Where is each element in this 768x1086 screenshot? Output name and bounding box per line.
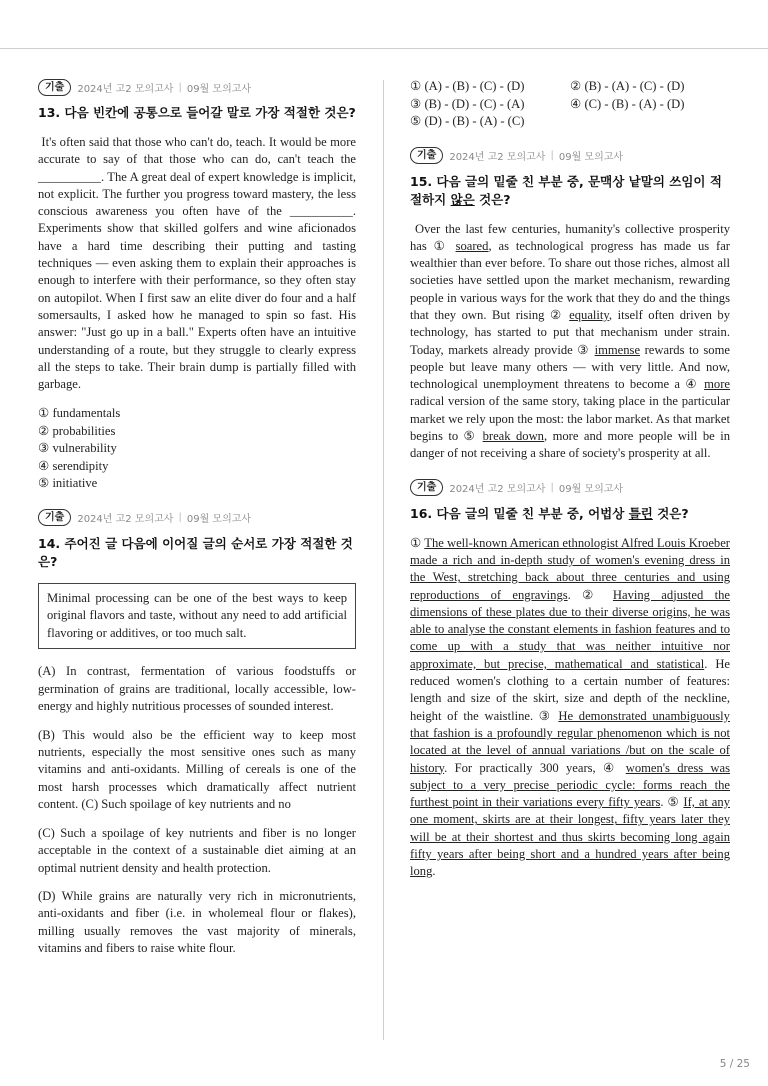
passage-part: rewards to some people but leave many others — with very little. And now, technological unemployment threatens to become a ④ (410, 342, 730, 392)
past-exam-badge: 기출 (410, 479, 443, 496)
question-title: 13. 다음 빈칸에 공통으로 들어갈 말로 가장 적절한 것은? (38, 105, 356, 120)
column-divider (383, 80, 384, 1040)
paragraph-c: (C) Such a spoilage of key nutrients and fiber is no longer acceptable in the context of a sustainable diet aiming at an optimal nutrient density and health protection. (38, 825, 356, 875)
option-1[interactable]: ① (A) - (B) - (C) - (D) (410, 79, 525, 93)
right-column (410, 78, 730, 897)
passage-part: . The A great deal of expert knowledge is implicit, not explicit. The further you progress toward mastery, the less conscious awareness you often have of the (38, 169, 356, 219)
question-tag (410, 147, 730, 165)
underlined-word-4: more (704, 377, 730, 392)
paragraph-b: (B) This would also be the efficient way to keep most nutrients, especially the most sensitive ones such as many vitamins and anti-oxidants. Milling of cereals is one of the most harsh processes which dramatically affect nutrient content. (C) Such spoilage of key nutrients and no (38, 727, 356, 812)
exam-year: 2024년 고2 모의고사 (77, 514, 174, 526)
option-4[interactable]: ④ (C) - (B) - (A) - (D) (570, 96, 685, 111)
passage (410, 221, 730, 463)
tag-separator: | (550, 482, 554, 494)
left-column (38, 78, 356, 974)
option-5[interactable]: ⑤ initiative (38, 476, 98, 491)
header-rule (0, 48, 768, 49)
blank: __________ (38, 169, 101, 184)
passage-part: It's often said that those who can't do, teach. It would be more accurate to say of that those who can do, can't teach the (38, 135, 356, 167)
answer-options (38, 405, 356, 493)
question-tag (38, 78, 356, 96)
page-number: 5 / 25 (719, 1058, 750, 1070)
tag-separator: | (550, 150, 554, 161)
underlined-part-4: women's dress was subject to a very precise periodic cycle: forms reach the furthest point in their variations every fifty years (410, 760, 731, 810)
passage-part: . (432, 864, 436, 879)
passage-part: . ⑤ (660, 795, 684, 810)
title-text: 16. 다음 글의 밑줄 친 부분 중, 어법상 (410, 505, 629, 521)
question-13 (38, 78, 356, 493)
exam-month: 09월 모의고사 (186, 83, 252, 95)
passage (38, 134, 356, 393)
exam-month: 09월 모의고사 (186, 514, 252, 526)
question-title (410, 173, 730, 209)
option-4[interactable]: ④ serendipity (38, 458, 109, 473)
marker: ① (410, 535, 425, 550)
blank: __________ (289, 204, 353, 219)
passage-part: . Experiments show that skilled golfers and wine aficionados have a hard time describing their putting and tasting techniques — even asking them to explain their approaches is enough to interfere with their performance, so they often stay on autopilot. When I first saw an elite diver do four and a half somersaults, I asked how he managed to spin so fast. His answer: "Just go up in a ball." Experts often have an intuitive understanding of a route, but they struggle to clearly express all the steps to take. Their brain dump is partially filled with garbage. (38, 204, 356, 392)
title-emphasis: 않은 (450, 191, 475, 207)
answer-options (410, 78, 730, 131)
given-sentence-box: Minimal processing can be one of the best ways to keep original flavors and taste, without any need to add artificial flavoring or additives, or too much salt. (38, 583, 356, 650)
tag-separator: | (178, 512, 182, 524)
exam-month: 09월 모의고사 (558, 484, 624, 496)
underlined-word-2: equality (569, 307, 609, 322)
underlined-word-3: immense (594, 342, 641, 357)
question-title (410, 505, 730, 523)
exam-year: 2024년 고2 모의고사 (449, 152, 546, 163)
underlined-part-3: He demonstrated unambiguously that fashion is a profoundly regular phenomenon which is not located at the level of annual variations /but on the scale of history (410, 708, 730, 775)
question-title: 14. 주어진 글 다음에 이어질 글의 순서로 가장 적절한 것은? (38, 535, 353, 569)
tag-separator: | (178, 81, 182, 93)
exam-year: 2024년 고2 모의고사 (77, 83, 174, 95)
passage-part: . For practically 300 years, ④ (444, 760, 626, 775)
option-1[interactable]: ① fundamentals (38, 406, 121, 421)
option-2[interactable]: ② probabilities (38, 423, 116, 438)
question-16 (410, 479, 730, 881)
question-14 (38, 509, 356, 958)
title-emphasis: 틀린 (628, 505, 653, 521)
passage-part: . ② (567, 587, 613, 602)
title-text: 것은? (474, 191, 511, 207)
question-14-options (410, 78, 730, 131)
question-tag (38, 509, 356, 527)
underlined-part-2: Having adjusted the dimensions of these plates due to their diverse origins, he was able to analyse the constant elements in fashion features and to come up with a study that was neither intuitive nor approximate, but precise, mathematical and statistical (410, 587, 730, 671)
passage-part: , itself often driven by technology, has started to put that mechanism under strain. Today, markets already provide ③ (410, 307, 731, 357)
passage-part: . He reduced women's clothing to a certain number of features: length and size of the skirt, size and depth of the neckline, height of the waistline. ③ (410, 656, 730, 723)
past-exam-badge: 기출 (38, 509, 71, 526)
exam-month: 09월 모의고사 (558, 152, 624, 163)
passage (410, 535, 730, 881)
past-exam-badge: 기출 (38, 79, 71, 96)
underlined-part-5: If, at any one moment, skirts are at their longest, fifty years later they will be at their shortest and thus skirts becoming long again fifty years after being short and a hundred years after being long (410, 795, 730, 879)
option-2[interactable]: ② (B) - (A) - (C) - (D) (570, 79, 685, 93)
option-3[interactable]: ③ (B) - (D) - (C) - (A) (410, 96, 525, 111)
passage-part: , more and more people will be in danger of not receiving a share of society's prosperity at all. (410, 429, 730, 461)
question-15 (410, 147, 730, 463)
passage-part: Over the last few centuries, humanity's collective prosperity has ① (410, 221, 730, 253)
passage-part: radical version of the same story, taking place in the particular market we rely upon the most: the labor market. As that market begins to ⑤ (410, 394, 730, 444)
paragraph-d: (D) While grains are naturally very rich in micronutrients, anti-oxidants and fiber (i.e. in wholemeal flour or flakes), milling usually removes the vast majority of minerals, vitamins and fibers to raise white flour. (38, 888, 356, 956)
passage-part: , as technological progress has made us far wealthier than ever before. To share out those riches, almost all societies have settled upon the market mechanism, rewarding people in various ways for the work that they do and the things that they own. But rising ② (410, 238, 730, 322)
option-5[interactable]: ⑤ (D) - (B) - (A) - (C) (410, 114, 525, 128)
question-tag (410, 479, 730, 497)
past-exam-badge: 기출 (410, 147, 443, 164)
exam-year: 2024년 고2 모의고사 (449, 484, 546, 496)
underlined-word-5: break down (482, 429, 544, 444)
option-3[interactable]: ③ vulnerability (38, 441, 117, 456)
paragraph-a: (A) In contrast, fermentation of various foodstuffs or germination of grains are traditional, locally accessible, low-energy and highly nutritious processes of sounded interest. (38, 664, 356, 714)
title-text: 것은? (652, 505, 689, 521)
underlined-part-1: The well-known American ethnologist Alfred Louis Kroeber made a rich and in-depth study of women's evening dress in the West, stretching back about three centuries and using reproductions of engravings (410, 535, 731, 602)
title-text: 15. 다음 글의 밑줄 친 부분 중, 문맥상 낱말의 쓰임이 적절하지 (410, 173, 722, 207)
underlined-word-1: soared (455, 238, 489, 253)
